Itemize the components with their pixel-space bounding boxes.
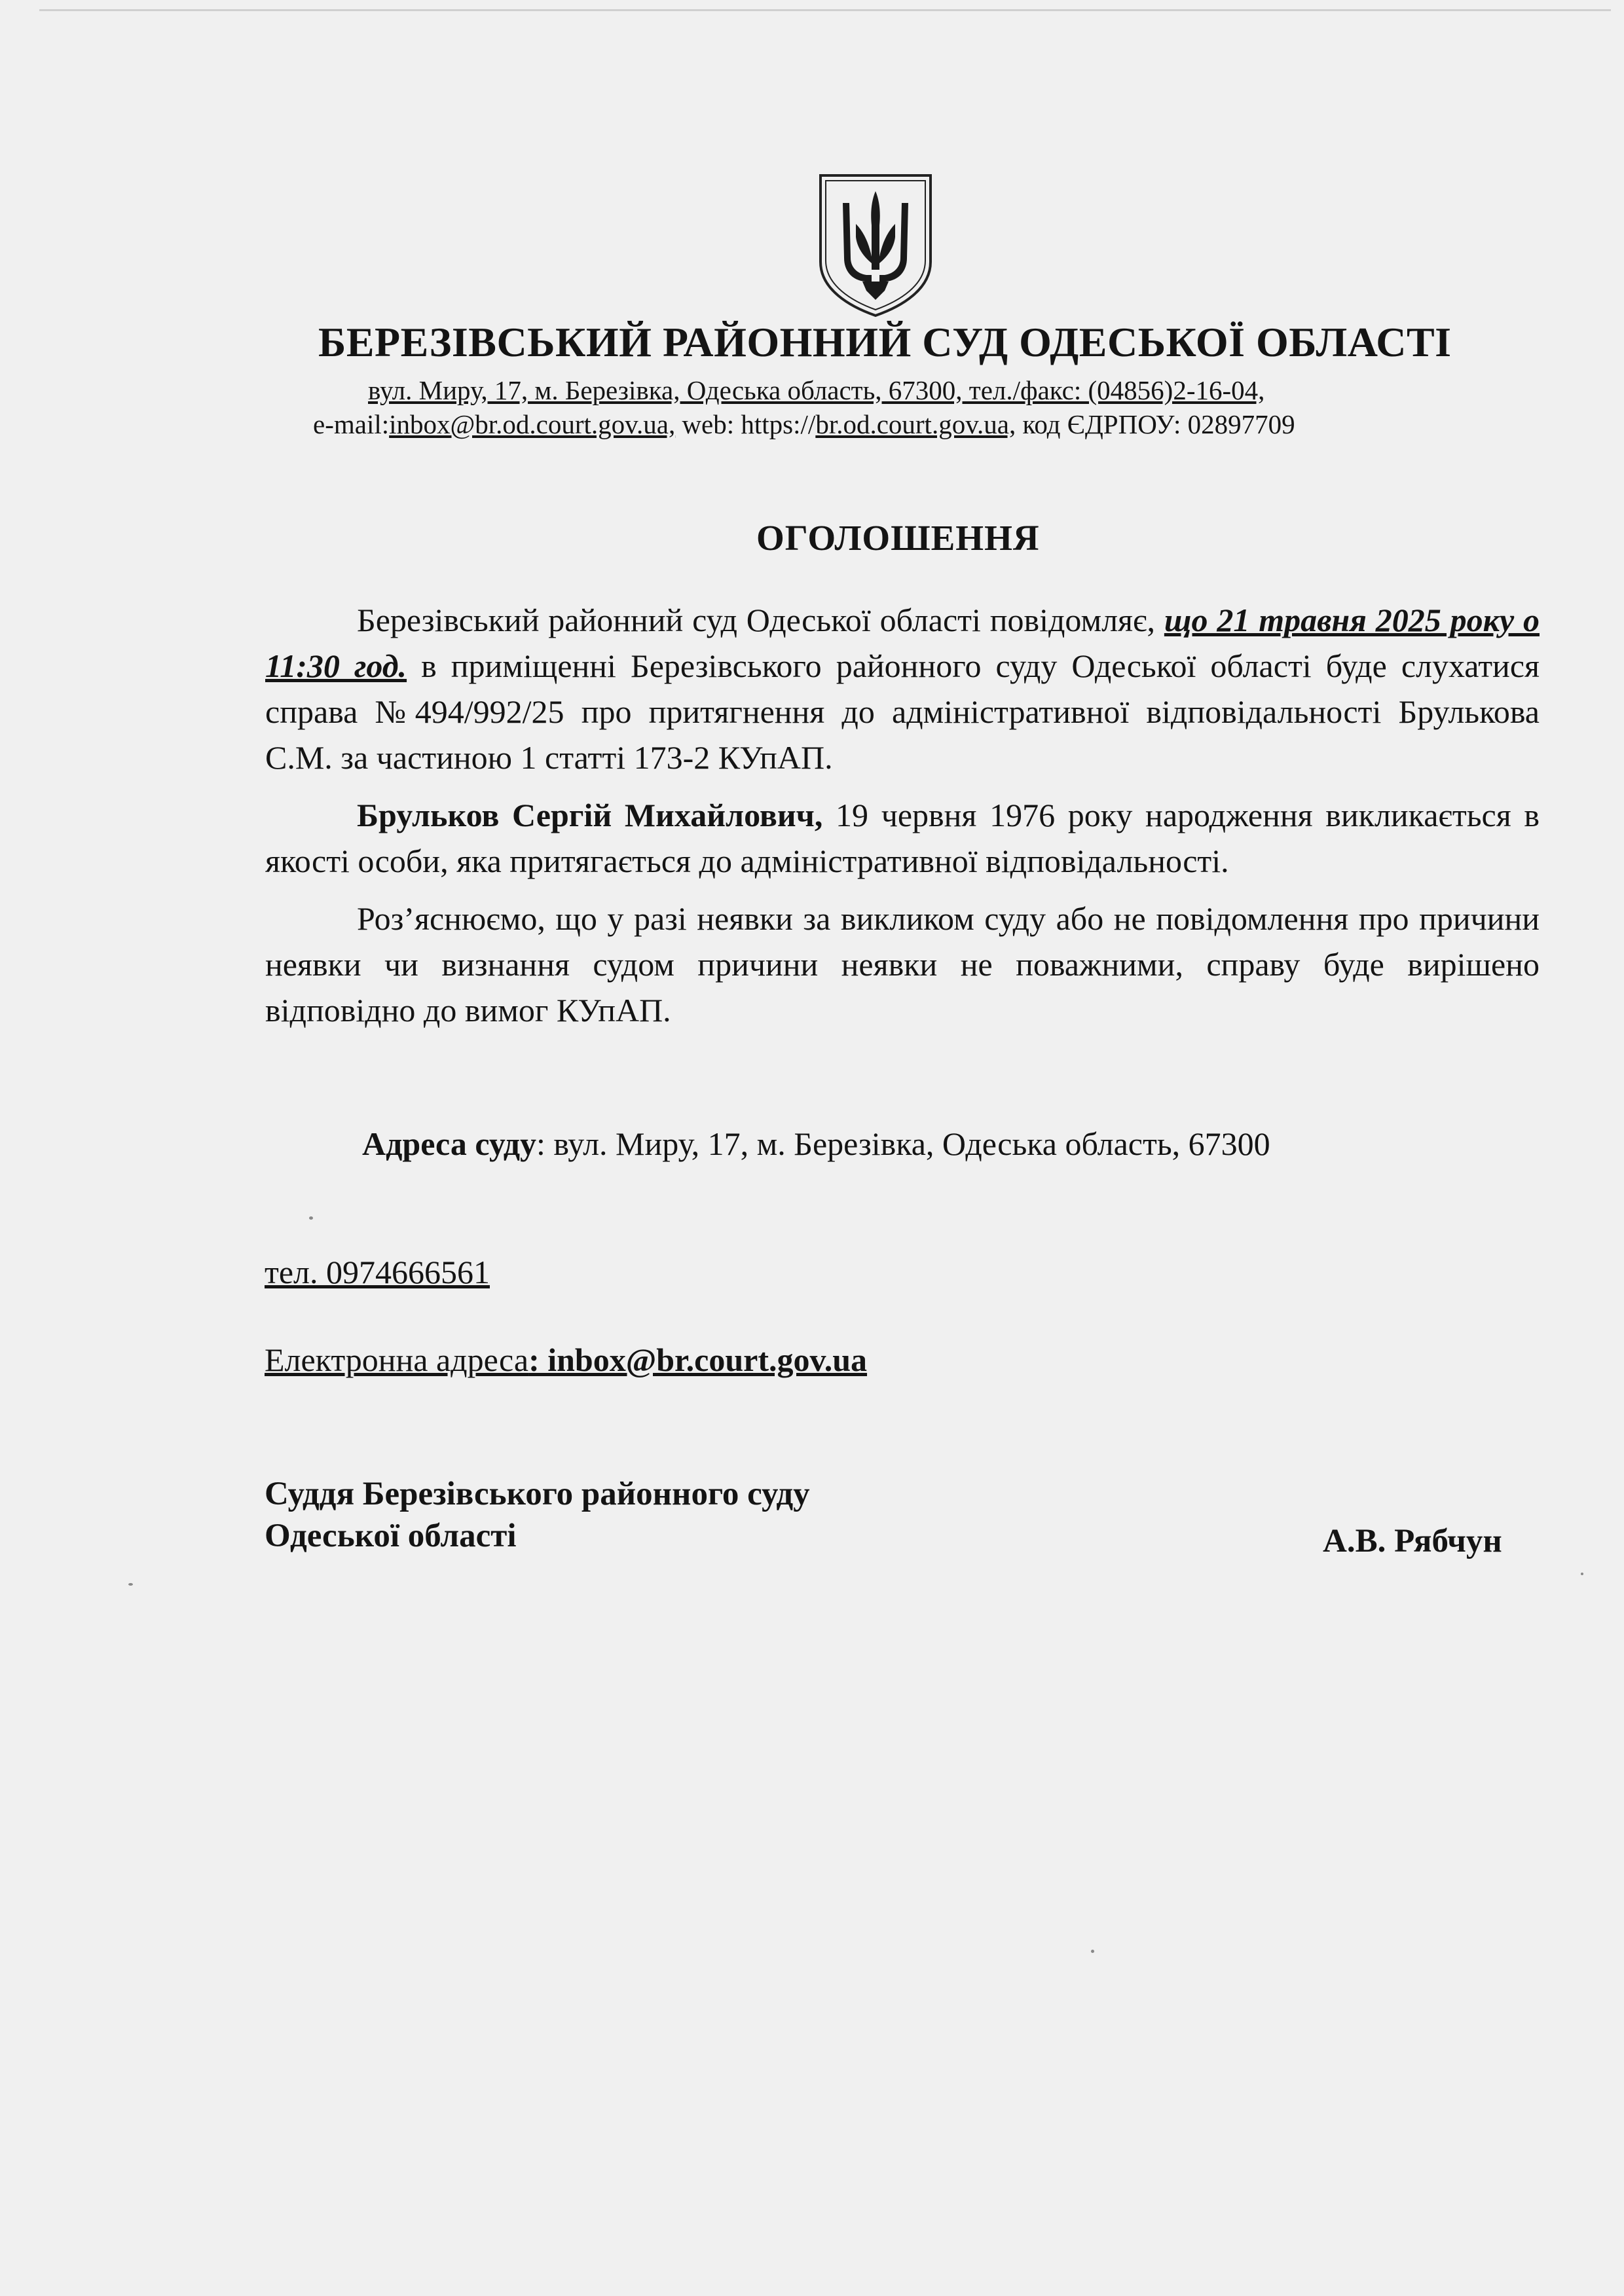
court-phone[interactable]: тел. 0974666561	[265, 1254, 490, 1290]
hearing-date: що 21 травня 2025 року о 11:30 год.	[265, 602, 1540, 684]
email-label: Електронна адреса	[265, 1341, 529, 1378]
scan-speck	[128, 1583, 133, 1586]
court-name-heading: БЕРЕЗІВСЬКИЙ РАЙОННИЙ СУД ОДЕСЬКОЇ ОБЛАСТІ	[318, 319, 1452, 365]
web-prefix: web: https://	[675, 409, 816, 439]
hearing-lead: Березівський районний суд Одеської області повідомляє,	[357, 602, 1164, 638]
email-prefix: e-mail:	[313, 409, 390, 439]
court-contacts-line	[313, 409, 1295, 440]
court-web-link[interactable]: br.od.court.gov.ua,	[815, 409, 1016, 439]
paragraph-explanation: Роз’яснюємо, що у разі неявки за викликом суду або не повідомлення про причини неявки чи визнання судом причини неявки не поважними, справу буде вирішено відповідно до вимог КУпАП.	[265, 900, 1540, 1029]
email-value[interactable]: : inbox@br.court.gov.ua	[528, 1341, 868, 1378]
court-address-label: Адреса суду	[362, 1125, 536, 1162]
edrpou-code: код ЄДРПОУ: 02897709	[1016, 409, 1295, 439]
court-email-link[interactable]: inbox@br.od.court.gov.ua,	[389, 409, 676, 439]
person-name: Брульков Сергій Михайлович,	[357, 797, 823, 833]
paragraph-hearing	[265, 597, 1540, 780]
person-details: 19 червня 1976 року народження викликається в якості особи, яка притягається до адміністративної відповідальності.	[265, 797, 1540, 879]
court-address-phone: вул. Миру, 17, м. Березівка, Одеська область, 67300, тел./факс: (04856)2-16-04,	[368, 375, 1265, 405]
scan-speck	[1581, 1573, 1583, 1575]
paragraph-person	[265, 792, 1540, 884]
scan-edge	[39, 9, 1611, 11]
document-title: ОГОЛОШЕННЯ	[756, 518, 1040, 558]
announcement-body	[265, 597, 1540, 1033]
judge-title-line2: Одеської області	[265, 1518, 517, 1554]
tryzub-coat-of-arms-icon	[817, 172, 934, 319]
hearing-details: в приміщенні Березівського районного суду Одеської області буде слухатися справа №494/992/25 про притягнення до адміністративної відповідальності Брулькова С.М. за частиною 1 статті 173-2 КУпАП.	[265, 647, 1540, 776]
court-address-line	[362, 1125, 1270, 1163]
court-address-value: : вул. Миру, 17, м. Березівка, Одеська область, 67300	[536, 1125, 1270, 1162]
scan-speck	[309, 1216, 313, 1220]
court-email-line[interactable]	[265, 1341, 867, 1379]
judge-title-line1: Суддя Березівського районного суду	[265, 1476, 810, 1512]
scan-speck	[1091, 1950, 1094, 1953]
judge-name: А.В. Рябчун	[1323, 1523, 1502, 1559]
judge-title	[265, 1473, 810, 1557]
